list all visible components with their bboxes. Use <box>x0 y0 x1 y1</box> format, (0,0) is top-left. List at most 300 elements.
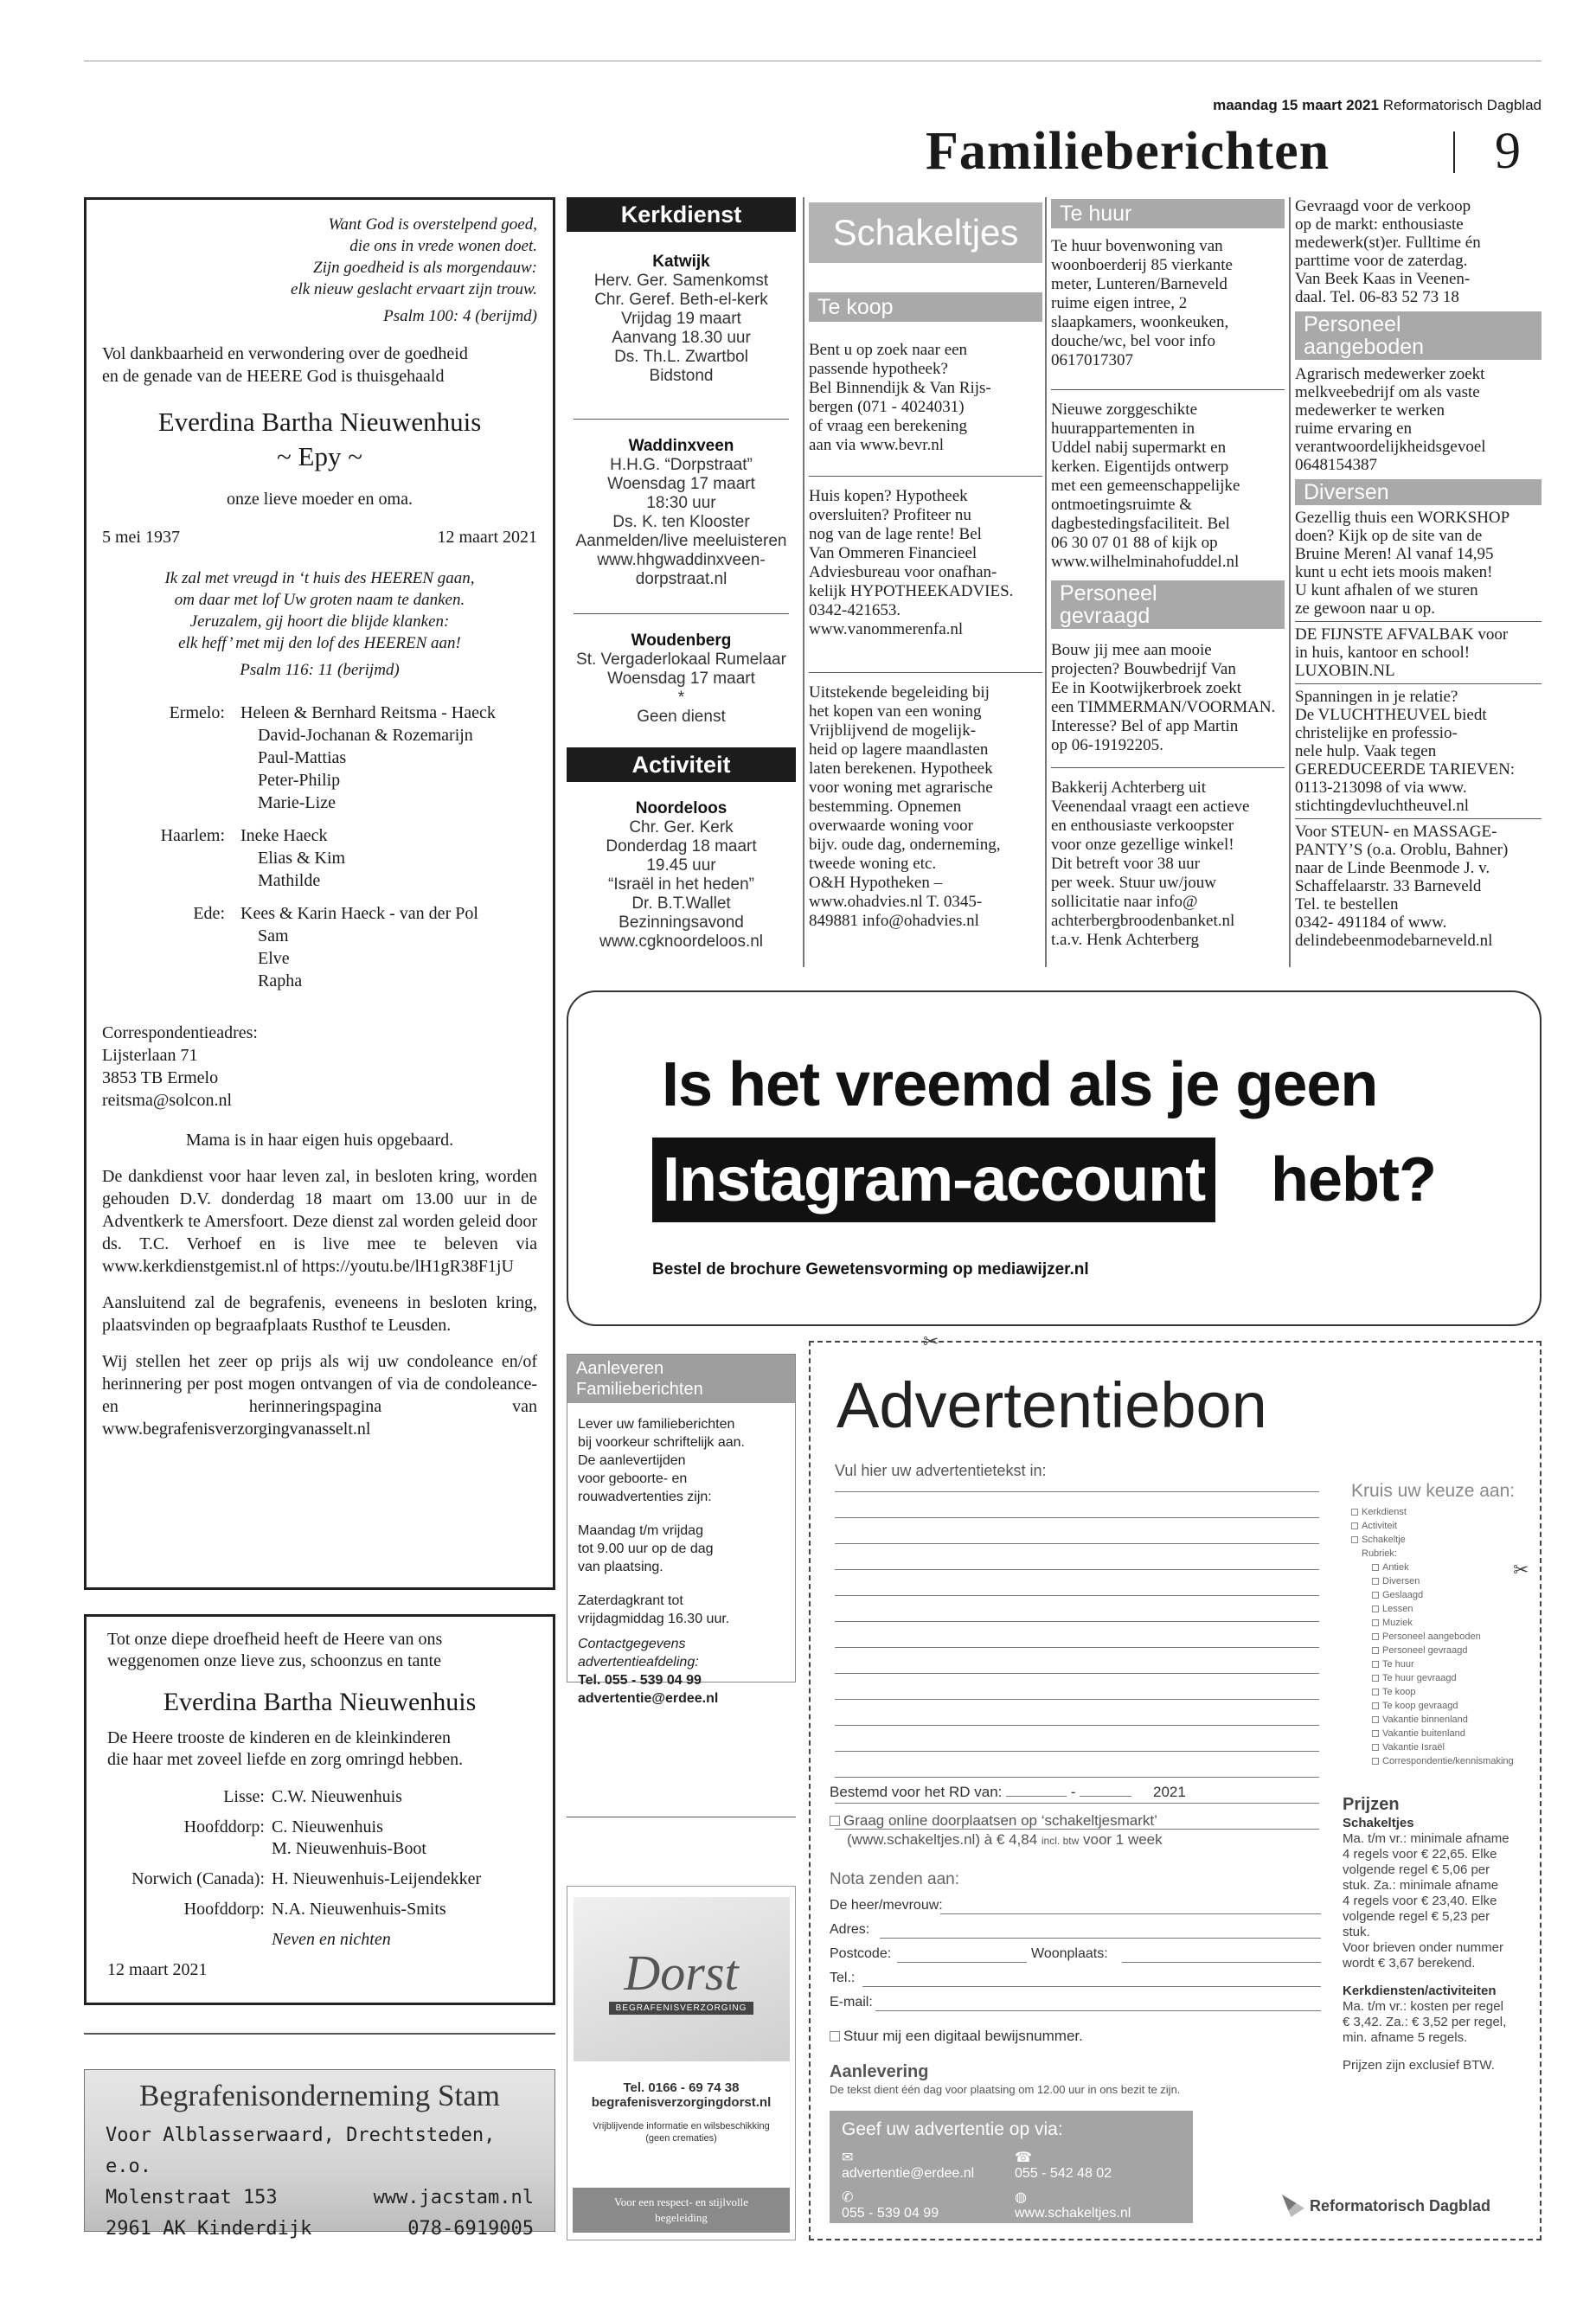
date-separator: - <box>1070 1784 1076 1800</box>
personeel-gevraagd-header <box>1051 580 1285 629</box>
ad-separator <box>1295 818 1542 819</box>
ad-line: sollicitatie naar info@ <box>1051 893 1198 911</box>
ad-line: douche/wc, bel voor info <box>1051 332 1215 350</box>
ad-line: stichtingdevluchtheuvel.nl <box>1295 797 1470 815</box>
rubriek-option[interactable] <box>1372 1602 1514 1616</box>
ad-line: aan via www.bevr.nl <box>809 436 944 454</box>
option-label: Kerkdienst <box>1362 1507 1407 1517</box>
intro-line: en de genade van de HEERE God is thuisgehaald <box>102 367 445 386</box>
aanleveren-box <box>567 1354 796 1706</box>
diversen-column <box>1295 197 1542 950</box>
opening-verse <box>102 214 537 327</box>
text-line: bij voorkeur schriftelijk aan. <box>578 1435 745 1450</box>
rubriek-option[interactable] <box>1372 1754 1514 1768</box>
phone-icon: ✆ <box>842 2190 854 2205</box>
ad-line: medewerker te werken <box>1295 401 1445 420</box>
classified-ad <box>809 487 1042 639</box>
intro-text <box>102 343 537 388</box>
aanleveren-phone: Tel. 055 - 539 04 99 <box>578 1673 702 1688</box>
ad-line: Dit betreft voor 38 uur <box>1051 855 1201 873</box>
rd-logo-text: Reformatorisch Dagblad <box>1310 2196 1491 2214</box>
online-line: voor 1 week <box>1082 1831 1163 1848</box>
prices-heading: Prijzen <box>1343 1795 1400 1814</box>
ad-line: GEREDUCEERDE TARIEVEN: <box>1295 760 1516 779</box>
price-note: Prijzen zijn exclusief BTW. <box>1343 2058 1495 2073</box>
online-option[interactable] <box>830 1811 1163 1850</box>
intro-text <box>107 1629 532 1672</box>
text-line: Lever uw familieberichten <box>578 1417 735 1432</box>
rubriek-option[interactable] <box>1372 1671 1514 1685</box>
checkbox[interactable] <box>1372 1606 1379 1612</box>
family-group <box>102 902 537 992</box>
address-field[interactable] <box>880 1938 1321 1939</box>
notice-date: 12 maart 2021 <box>107 1960 208 1979</box>
choice-list <box>1351 1505 1514 1768</box>
text-entry-line[interactable] <box>835 1491 1319 1492</box>
family-group <box>107 1899 532 1920</box>
stam-city: 2961 AK Kinderdijk <box>106 2218 312 2240</box>
postcode-field[interactable] <box>897 1962 1027 1963</box>
text-entry-line[interactable] <box>835 1803 1319 1804</box>
family-member: M. Nieuwenhuis-Boot <box>272 1839 426 1858</box>
service-line: Aanmelden/live meeluisteren <box>575 532 787 550</box>
ad-line: Interesse? Bel of app Martin <box>1051 717 1239 735</box>
aanleveren-email[interactable]: advertentie@erdee.nl <box>578 1691 719 1706</box>
choice-heading: Kruis uw keuze aan: <box>1351 1481 1516 1501</box>
checkbox[interactable] <box>1372 1702 1379 1709</box>
dorst-website[interactable]: begrafenisverzorgingdorst.nl <box>591 2095 772 2110</box>
classified-ad <box>1295 823 1542 950</box>
checkbox[interactable] <box>830 1816 840 1826</box>
birth-date: 5 mei 1937 <box>102 528 180 547</box>
correspondence-address <box>102 1022 537 1112</box>
ad-line: Van Ommeren Financieel <box>809 544 977 562</box>
checkbox[interactable] <box>830 2031 840 2041</box>
service-line: Chr. Geref. Beth-el-kerk <box>594 291 768 309</box>
ad-line: passende hypotheek? <box>809 360 948 378</box>
ad-line: het kopen van een woning <box>809 702 982 721</box>
contact-fax <box>1015 2149 1188 2182</box>
option-label: Vakantie binnenland <box>1382 1715 1468 1725</box>
ad-line: De VLUCHTHEUVEL biedt <box>1295 706 1487 724</box>
family-place: Ermelo: <box>169 703 225 722</box>
text-entry-line[interactable] <box>835 1543 1319 1544</box>
stam-title: Begrafenisonderneming Stam <box>139 2079 500 2112</box>
death-date: 12 maart 2021 <box>437 528 537 547</box>
section-title: Familieberichten <box>926 122 1330 181</box>
checkbox[interactable] <box>1372 1758 1379 1765</box>
bon-instruction: Vul hier uw advertentietekst in: <box>835 1462 1047 1479</box>
kerkdienst-header: Kerkdienst <box>567 197 796 232</box>
family-member: Peter-Philip <box>258 771 341 790</box>
ad-line: 0617017307 <box>1051 351 1133 369</box>
family-place: Lisse: <box>223 1787 265 1806</box>
ad-line: ze gewoon naar u op. <box>1295 599 1435 618</box>
footer-line: begeleiding <box>655 2211 708 2224</box>
option-activiteit[interactable] <box>1351 1519 1514 1533</box>
ad-headline-highlight: Instagram-account <box>652 1138 1215 1222</box>
city-field[interactable] <box>1122 1962 1321 1963</box>
personeel-aangeboden-header <box>1295 311 1542 360</box>
ad-line: tweede woning etc. <box>809 855 937 873</box>
option-label: Te koop <box>1382 1687 1416 1697</box>
checkbox[interactable] <box>1372 1564 1379 1571</box>
contact-web[interactable] <box>1015 2189 1188 2221</box>
burial-text: Aansluitend zal de begrafenis, eveneens in besloten kring, plaatsvinden op begraafplaats Rusthof te Leusden. <box>102 1293 537 1335</box>
checkbox[interactable] <box>1372 1578 1379 1585</box>
email-field[interactable] <box>875 2010 1321 2011</box>
service-line: Woensdag 17 maart <box>607 670 755 688</box>
contact-phone <box>842 2189 1015 2221</box>
ad-line: bergen (071 - 4024031) <box>809 398 965 416</box>
field-city-label: Woonplaats: <box>1031 1946 1108 1961</box>
text-entry-line[interactable] <box>835 1569 1319 1570</box>
text-entry-line[interactable] <box>835 1725 1319 1726</box>
text-line: Contactgegevens <box>578 1637 686 1651</box>
ad-line: Te huur bovenwoning van <box>1051 237 1223 255</box>
rubriek-option[interactable] <box>1372 1574 1514 1588</box>
price-line: volgende regel € 5,23 per <box>1343 1909 1490 1924</box>
ad-line: Bouw jij mee aan mooie <box>1051 641 1212 659</box>
instagram-ad <box>567 990 1542 1326</box>
dorst-phone: Tel. 0166 - 69 74 38 <box>623 2080 740 2095</box>
ad-line: Bent u op zoek naar een <box>809 341 968 359</box>
ad-line: verantwoordelijkheidsgevoel <box>1295 438 1486 456</box>
ad-line: woonboerderij 85 vierkante <box>1051 256 1233 274</box>
contact-row <box>830 2145 1193 2185</box>
text-line: tot 9.00 uur op de dag <box>578 1541 714 1556</box>
ad-line: ruime eigen intree, 2 <box>1051 294 1188 312</box>
checkbox[interactable] <box>1372 1661 1379 1668</box>
service-line: H.H.G. “Dorpstraat” <box>610 456 753 474</box>
checkbox[interactable] <box>1351 1509 1358 1516</box>
ad-line: 0113-213098 of via www. <box>1295 779 1467 797</box>
bon-title: Advertentiebon <box>836 1369 1267 1441</box>
family-place: Norwich (Canada): <box>131 1869 265 1888</box>
checkbox[interactable] <box>1372 1619 1379 1626</box>
newspaper-name: Reformatorisch Dagblad <box>1382 97 1542 113</box>
price-line: Ma. t/m vr.: kosten per regel <box>1343 1999 1503 2014</box>
family-member: David-Jochanan & Rozemarijn <box>258 726 473 745</box>
checkbox[interactable] <box>1372 1716 1379 1723</box>
rubriek-option[interactable] <box>1372 1616 1514 1630</box>
checkbox[interactable] <box>1372 1592 1379 1599</box>
header-line: Aanleveren <box>576 1359 664 1378</box>
price-line: volgende regel € 5,06 per <box>1343 1862 1490 1877</box>
rubriek-option[interactable] <box>1372 1713 1514 1727</box>
ad-line: op 06-19192205. <box>1051 736 1163 754</box>
ad-line: op de markt: enthousiaste <box>1295 215 1464 234</box>
header-line: gevraagd <box>1060 604 1151 628</box>
ad-line: LUXOBIN.NL <box>1295 662 1395 680</box>
ad-line: overwaarde woning voor <box>809 817 973 835</box>
address-line: reitsma@solcon.nl <box>102 1091 233 1110</box>
option-label: Personeel aangeboden <box>1382 1631 1481 1642</box>
checkbox[interactable] <box>1372 1647 1379 1654</box>
rubriek-option[interactable] <box>1372 1685 1514 1699</box>
option-label: Muziek <box>1382 1618 1413 1628</box>
ad-separator <box>809 672 1042 673</box>
ad-line: meter, Lunteren/Barneveld <box>1051 275 1227 293</box>
divider <box>84 2033 555 2035</box>
family-member: Heleen & Bernhard Reitsma - Haeck <box>240 703 496 722</box>
closing-line: Neven en nichten <box>272 1930 391 1949</box>
classified-ad <box>1295 688 1542 815</box>
service-line: 18:30 uur <box>646 494 716 512</box>
address-line: 3853 TB Ermelo <box>102 1068 219 1087</box>
phone-text: 055 - 539 04 99 <box>842 2206 939 2221</box>
field-phone-label: Tel.: <box>830 1971 856 1985</box>
ad-line: ruime ervaring en <box>1295 420 1413 438</box>
family-group <box>102 824 537 892</box>
option-label: Antiek <box>1382 1562 1409 1573</box>
contact-email[interactable] <box>842 2149 1015 2182</box>
rubriek-option[interactable] <box>1372 1644 1514 1657</box>
rubriek-option[interactable] <box>1372 1740 1514 1754</box>
price-line: Ma. t/m vr.: minimale afname <box>1343 1831 1509 1846</box>
verse-line: elk nieuw geslacht ervaart zijn trouw. <box>291 280 537 298</box>
checkbox[interactable] <box>1372 1675 1379 1682</box>
ad-line: O&H Hypotheken – <box>809 874 943 892</box>
text-line: voor geboorte- en <box>578 1471 688 1486</box>
option-label: Schakeltje <box>1362 1535 1406 1545</box>
address-line: Correspondentieadres: <box>102 1023 258 1042</box>
ad-line: delindebeenmodebarneveld.nl <box>1295 932 1493 950</box>
service-line: Aanvang 18.30 uur <box>612 329 751 347</box>
field-postcode-label: Postcode: <box>830 1946 892 1961</box>
rubriek-option[interactable] <box>1372 1630 1514 1644</box>
checkbox[interactable] <box>1372 1689 1379 1695</box>
checkbox[interactable] <box>1372 1633 1379 1640</box>
intro-line: Vol dankbaarheid en verwondering over de goedheid <box>102 344 468 363</box>
phone-field[interactable] <box>862 1986 1321 1987</box>
ad-line: slaapkamers, woonkeuken, <box>1051 313 1229 331</box>
rubriek-option[interactable] <box>1372 1561 1514 1574</box>
ad-line: per week. Stuur uw/jouw <box>1051 874 1217 892</box>
verse-line: elk heff’ met mij den lof des HEEREN aan! <box>178 634 461 652</box>
checkbox[interactable] <box>1372 1744 1379 1751</box>
schakeltjes-title: Schakeltjes <box>809 202 1042 263</box>
separator <box>574 419 789 420</box>
family-group <box>107 1817 532 1860</box>
classified-ad <box>1051 641 1285 755</box>
stam-website[interactable]: www.jacstam.nl <box>373 2187 534 2208</box>
classified-ad <box>809 683 1042 931</box>
service-line: Geen dienst <box>637 708 726 726</box>
family-member: C.W. Nieuwenhuis <box>272 1787 402 1806</box>
option-label: Te huur gevraagd <box>1382 1673 1457 1683</box>
text-entry-line[interactable] <box>835 1699 1319 1700</box>
price-line: 4 regels voor € 23,40. Elke <box>1343 1894 1497 1908</box>
price-line: min. afname 5 regels. <box>1343 2030 1468 2045</box>
ad-line: ontmoetingsruimte & <box>1051 496 1193 514</box>
text-entry-line[interactable] <box>835 1595 1319 1596</box>
rubriek-option[interactable] <box>1372 1699 1514 1713</box>
price-line: € 3,42. Za.: € 3,52 per regel, <box>1343 2015 1507 2029</box>
text-entry-line[interactable] <box>835 1517 1319 1518</box>
ad-line: medewerk(st)er. Fulltime én <box>1295 234 1481 252</box>
deceased-name: Everdina Bartha Nieuwenhuis <box>163 1688 477 1716</box>
ad-separator <box>1295 621 1542 622</box>
scissors-icon: ✂ <box>1513 1559 1529 1580</box>
undertaker-ad-dorst <box>567 1886 796 2240</box>
family-place: Hoofddorp: <box>183 1900 265 1919</box>
digital-proof-label: Stuur mij een digitaal bewijsnummer. <box>843 2028 1083 2044</box>
service-text: De dankdienst voor haar leven zal, in besloten kring, worden gehouden D.V. donderdag 18 maart om 13.00 uur in de Adventkerk te Amersfoort. Deze dienst zal worden geleid door ds. T.C. Verhoef en is live mee te beleven via www.kerkdienstgemist.nl of https://youtu.be/lH1gR38F1jU <box>102 1167 537 1276</box>
ad-line: bijv. oude dag, onderneming, <box>809 836 1001 854</box>
checkbox[interactable] <box>1372 1730 1379 1737</box>
ad-line: 849881 info@ohadvies.nl <box>809 912 979 930</box>
text-line: Maandag t/m vrijdag <box>578 1523 703 1538</box>
ad-line: t.a.v. Henk Achterberg <box>1051 931 1199 949</box>
price-line: Voor brieven onder nummer <box>1343 1940 1503 1955</box>
ad-line: Van Beek Kaas in Veenen- <box>1295 270 1471 288</box>
family-member: C. Nieuwenhuis <box>272 1817 383 1836</box>
activity-line[interactable]: www.cgknoordeloos.nl <box>599 933 764 951</box>
rubriek-options <box>1351 1561 1514 1768</box>
option-label: Diversen <box>1382 1576 1420 1586</box>
ad-line: huurappartementen in <box>1051 420 1195 438</box>
price-line: stuk. Za.: minimale afname <box>1343 1878 1499 1893</box>
price-line: stuk. <box>1343 1925 1370 1939</box>
option-schakeltje[interactable] <box>1351 1533 1514 1547</box>
text-line: De Heere trooste de kinderen en de kleinkinderen <box>107 1728 452 1747</box>
month-field[interactable] <box>1080 1796 1131 1797</box>
header-line: aangeboden <box>1304 335 1425 359</box>
activity-line: Chr. Ger. Kerk <box>629 818 734 836</box>
verse-line: Want God is overstelpend goed, <box>328 215 537 234</box>
option-label: Lessen <box>1382 1604 1413 1614</box>
verse-line: die ons in vrede wonen doet. <box>349 237 537 255</box>
aanleveren-header <box>567 1355 795 1403</box>
nota-heading: Nota zenden aan: <box>830 1870 960 1888</box>
text-entry-line[interactable] <box>835 1673 1319 1674</box>
service-line: Woensdag 17 maart <box>607 475 755 493</box>
service-location: Waddinxveen <box>628 437 734 455</box>
online-btw: incl. btw <box>1041 1835 1080 1847</box>
service-line: * <box>677 689 685 707</box>
contact-heading: Geef uw advertentie op via: <box>842 2119 1063 2139</box>
web-text: www.schakeltjes.nl <box>1015 2206 1131 2221</box>
contact-row <box>830 2185 1193 2225</box>
rubriek-option[interactable] <box>1372 1727 1514 1740</box>
ad-line: Adviesbureau voor onafhan- <box>809 563 997 581</box>
ad-line: Vrijblijvend de mogelijk- <box>809 721 977 740</box>
service-location: Katwijk <box>652 253 710 271</box>
date-field[interactable] <box>1006 1796 1067 1797</box>
text-entry-line[interactable] <box>835 1647 1319 1648</box>
ad-line: Huis kopen? Hypotheek <box>809 487 968 505</box>
info-line: (geen crematies) <box>645 2133 717 2144</box>
ad-line: in huis, kantoor en school! <box>1295 644 1471 662</box>
ad-separator <box>1295 683 1542 684</box>
rd-logo-icon <box>1282 2195 1304 2217</box>
text-entry-line[interactable] <box>835 1777 1319 1778</box>
email-text: advertentie@erdee.nl <box>842 2166 975 2181</box>
mail-icon: ✉ <box>842 2150 854 2165</box>
family-member: Kees & Karin Haeck - van der Pol <box>240 904 478 923</box>
column-separator <box>1289 197 1291 967</box>
service-location: Woudenberg <box>631 631 732 650</box>
ad-line: naar de Linde Beenmode J. v. <box>1295 859 1490 877</box>
service-line: dorpstraat.nl <box>635 570 727 588</box>
ad-line: Bruine Meren! Al vanaf 14,95 <box>1295 545 1494 563</box>
ad-line: Spanningen in je relatie? <box>1295 688 1458 706</box>
text-line: Zaterdagkrant tot <box>578 1593 683 1608</box>
ad-line: nele hulp. Vaak tegen <box>1295 742 1437 760</box>
life-dates <box>102 526 537 548</box>
classified-ad <box>1051 779 1285 950</box>
footer-line: Voor een respect- en stijlvolle <box>614 2195 748 2208</box>
name-field[interactable] <box>940 1913 1321 1914</box>
ad-line: Ee in Kootwijkerbroek zoekt <box>1051 679 1242 697</box>
header-line: Personeel <box>1304 312 1401 336</box>
ad-line: kunt u echt iets moois maken! <box>1295 563 1493 581</box>
ad-line: parttime voor de zaterdag. <box>1295 252 1468 270</box>
advertentiebon-form <box>809 1330 1542 2240</box>
ad-subline: Bestel de brochure Gewetensvorming op mediawijzer.nl <box>652 1260 1089 1279</box>
aanlevering-text: De tekst dient één dag voor plaatsing om 12.00 uur in ons bezit te zijn. <box>830 2083 1181 2096</box>
ad-line: www.vanommerenfa.nl <box>809 620 964 638</box>
ad-line: christelijke en professio- <box>1295 724 1458 742</box>
stam-row <box>106 2182 534 2214</box>
aanleveren-body <box>567 1403 795 1715</box>
column-separator <box>803 197 804 967</box>
stam-phone: 078-6919005 <box>407 2218 534 2240</box>
ad-line: Uddel nabij supermarkt en <box>1051 439 1227 457</box>
activity-line: Donderdag 18 maart <box>606 837 757 856</box>
ad-line: voor woning met agrarische <box>809 779 993 797</box>
digital-proof-option[interactable] <box>830 2028 1083 2045</box>
ad-separator <box>1051 389 1285 390</box>
checkbox[interactable] <box>1351 1522 1358 1529</box>
rubriek-option[interactable] <box>1372 1657 1514 1671</box>
verse-reference: Psalm 100: 4 (berijmd) <box>383 307 537 325</box>
text-entry-line[interactable] <box>835 1751 1319 1752</box>
option-kerkdienst[interactable] <box>1351 1505 1514 1519</box>
ad-line: www.wilhelminahofuddel.nl <box>1051 553 1240 571</box>
family-member: Marie-Lize <box>258 793 336 812</box>
section-separator <box>1453 131 1455 173</box>
second-verse <box>102 567 537 681</box>
activity-location: Noordeloos <box>635 799 727 817</box>
ad-line: of vraag een berekening <box>809 417 968 435</box>
ad-line: U kunt afhalen of we sturen <box>1295 581 1478 599</box>
info-line: Vrijblijvende informatie en wilsbeschikking <box>593 2121 770 2131</box>
column-separator <box>1045 197 1047 967</box>
ad-separator <box>1051 767 1285 768</box>
text-line: vrijdagmiddag 16.30 uur. <box>578 1612 730 1626</box>
ad-line: projecten? Bouwbedrijf Van <box>1051 660 1236 678</box>
family-group <box>107 1786 532 1808</box>
date: maandag 15 maart 2021 <box>1213 97 1379 113</box>
ad-line: doen? Kijk op de site van de <box>1295 527 1483 545</box>
checkbox[interactable] <box>1351 1536 1358 1543</box>
family-group <box>102 702 537 814</box>
address-line: Lijsterlaan 71 <box>102 1046 198 1065</box>
deceased-nickname: ~ Epy ~ <box>277 441 362 471</box>
te-koop-header: Te koop <box>809 292 1042 322</box>
classified-ad <box>1295 625 1542 680</box>
text-entry-line[interactable] <box>835 1621 1319 1622</box>
fax-text: 055 - 542 48 02 <box>1015 2166 1112 2181</box>
ad-line: 0648154387 <box>1295 456 1377 474</box>
ad-line: laten berekenen. Hypotheek <box>809 760 993 778</box>
rubriek-option[interactable] <box>1372 1588 1514 1602</box>
aanlevering-heading: Aanlevering <box>830 2062 929 2081</box>
family-member: Sam <box>258 926 289 945</box>
family-place: Hoofddorp: <box>183 1817 265 1836</box>
